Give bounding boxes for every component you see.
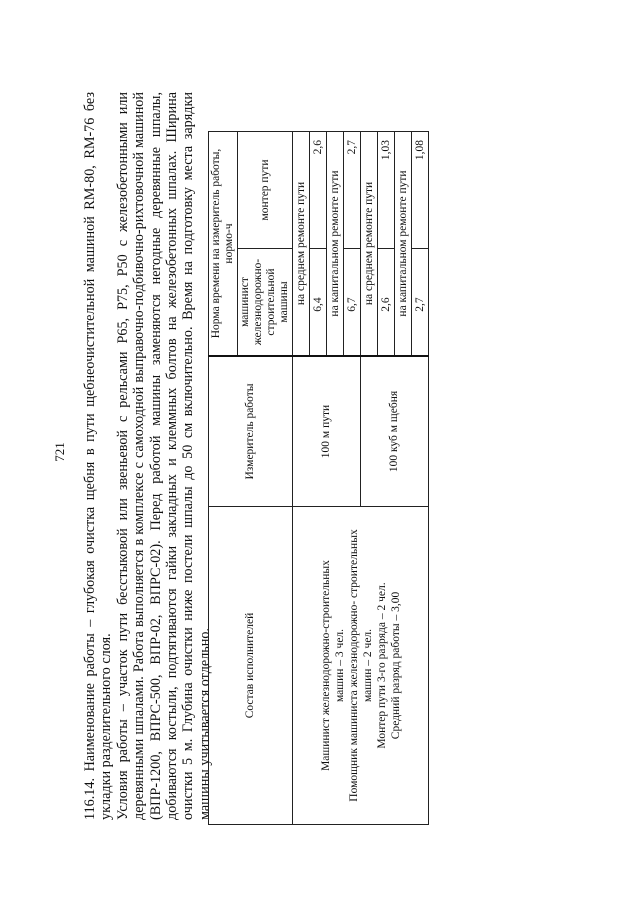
machinist-value: 2,6 [378, 249, 395, 357]
work-heading: 116.14. Наименование работы – глубокая очистка щебня в пути щебнеочистительной машиной RM-80, RM-76 без укладки разделительного слоя. [82, 92, 115, 820]
norm-table-wrapper [208, 131, 429, 825]
header-unit: Измеритель работы [209, 356, 293, 507]
header-track-fitter: монтер пути [238, 132, 293, 249]
unit-cell: 100 куб м щебня [361, 356, 429, 507]
page-number: 721 [52, 442, 67, 462]
repair-type-row: на капитальном ремонте пути [327, 132, 344, 357]
machinist-value: 6,7 [344, 249, 361, 357]
work-conditions: Условия работы – участок пути бесстыковой или звеньевой с рельсами Р65, Р75, Р50 с железобетонными или деревянными шпалами. Работа выполняется в комплексе с самоходной выправочно-подбивочно-рихтовочной машиной (ВПР-1200, ВПРС-500, ВПР-02, ВПРС-02). Перед работой машины заменяются негодные деревянные шпалы, добиваются костыли, подтягиваются гайки закладных и клеммных болтов на железобетонных шпалах. Ширина очистки 5 м. Глубина очистки ниже постели шпалы до 50 см включительно. Время на подготовку места зарядки машины учитывается отдельно. [114, 92, 213, 820]
header-machinist: машинист железнодорожно-строительной машины [238, 249, 293, 357]
repair-type-row: на капитальном ремонте пути [395, 132, 412, 357]
track-fitter-value: 2,6 [310, 132, 327, 249]
body-text [82, 92, 213, 820]
crew-line: машин – 2 чел. [361, 628, 374, 703]
header-crew: Состав исполнителей [209, 507, 293, 825]
header-norm: Норма времени на измеритель работы, нормо-ч [209, 132, 238, 357]
track-fitter-value: 1,08 [412, 132, 429, 249]
machinist-value: 6,4 [310, 249, 327, 357]
crew-cell [293, 507, 429, 825]
repair-type-row: на среднем ремонте пути [293, 132, 310, 357]
track-fitter-value: 2,7 [344, 132, 361, 249]
crew-line: Машинист железнодорожно-строительных [319, 560, 332, 771]
crew-line: Монтер пути 3-го разряда – 2 чел. [375, 582, 388, 749]
track-fitter-value: 1,03 [378, 132, 395, 249]
crew-line: Средний разряд работы – 3,00 [389, 591, 402, 740]
machinist-value: 2,7 [412, 249, 429, 357]
unit-cell: 100 м пути [293, 356, 361, 507]
crew-line: машин – 3 чел. [333, 628, 346, 703]
crew-line: Помощник машиниста железнодорожно- строительных [347, 529, 360, 802]
norm-table [208, 131, 429, 825]
repair-type-row: на среднем ремонте пути [361, 132, 378, 357]
